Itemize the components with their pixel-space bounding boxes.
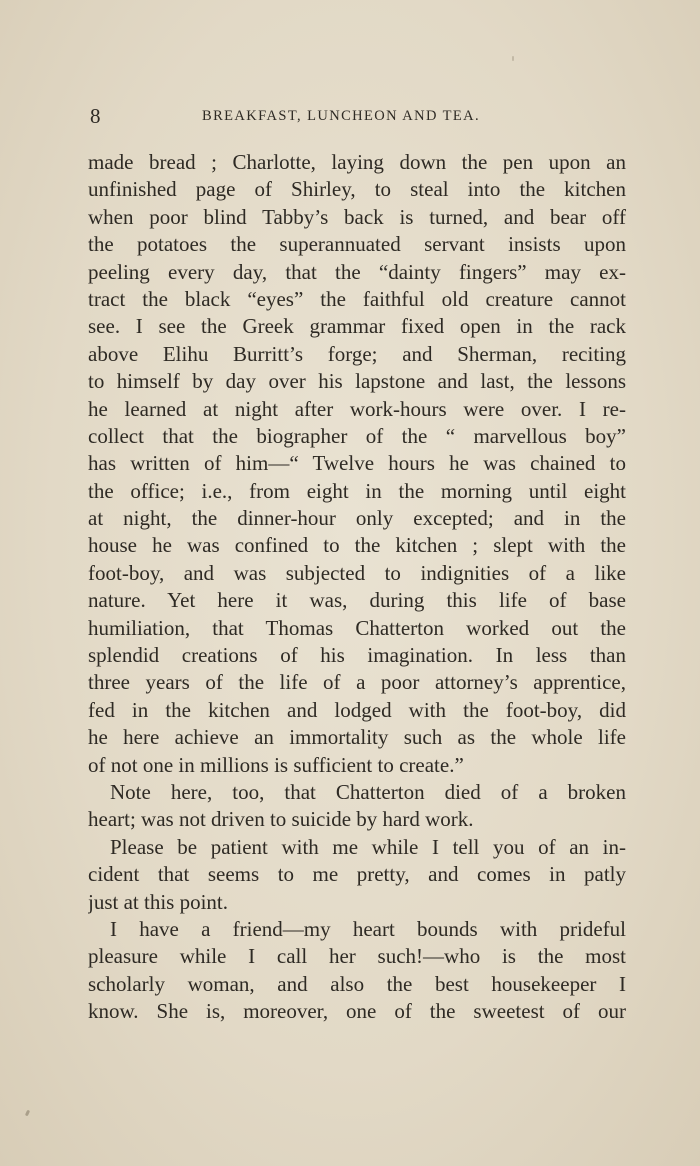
text-line: at night, the dinner-hour only excepted; and in the bbox=[88, 506, 626, 531]
text-line: splendid creations of his imagination. In less than bbox=[88, 643, 626, 668]
running-title: BREAKFAST, LUNCHEON AND TEA. bbox=[202, 108, 481, 124]
text-line: foot-boy, and was subjected to indignities of a like bbox=[88, 560, 626, 585]
text-line: cident that seems to me pretty, and comes in patly bbox=[88, 862, 626, 887]
text-line: collect that the biographer of the “ marvellous boy” bbox=[88, 423, 626, 448]
text-line: heart; was not driven to suicide by hard work. bbox=[88, 807, 474, 832]
text-line: peeling every day, that the “dainty fingers” may ex- bbox=[88, 259, 626, 284]
text-line: see. I see the Greek grammar fixed open in the rack bbox=[88, 314, 626, 339]
text-line: when poor blind Tabby’s back is turned, and bear off bbox=[88, 204, 626, 229]
text-line: know. She is, moreover, one of the sweetest of our bbox=[88, 999, 626, 1024]
text-line: pleasure while I call her such!—who is the most bbox=[88, 944, 626, 969]
text-line: made bread ; Charlotte, laying down the pen upon an bbox=[88, 150, 626, 174]
text-line: humiliation, that Thomas Chatterton worked out the bbox=[88, 615, 626, 640]
text-line: three years of the life of a poor attorney’s apprentice, bbox=[88, 670, 626, 695]
text-line: the potatoes the superannuated servant insists upon bbox=[88, 232, 626, 257]
text-line: he here achieve an immortality such as the whole life bbox=[88, 725, 626, 750]
paragraph-start: Note here, too, that Chatterton died of a broken bbox=[110, 779, 626, 804]
text-line: house he was confined to the kitchen ; slept with the bbox=[88, 533, 626, 558]
running-head bbox=[88, 104, 628, 132]
text-line: tract the black “eyes” the faithful old creature cannot bbox=[88, 286, 626, 311]
text-line: scholarly woman, and also the best housekeeper I bbox=[88, 971, 626, 996]
body-text bbox=[88, 149, 626, 1026]
text-line: has written of him—“ Twelve hours he was chained to bbox=[88, 451, 626, 476]
page-number: 8 bbox=[90, 104, 101, 128]
text-line: above Elihu Burritt’s forge; and Sherman, reciting bbox=[88, 341, 626, 366]
text-line: just at this point. bbox=[88, 889, 229, 914]
paper-speck bbox=[512, 56, 514, 61]
text-line: unfinished page of Shirley, to steal into the kitchen bbox=[88, 177, 626, 202]
text-line: fed in the kitchen and lodged with the foot-boy, did bbox=[88, 697, 626, 722]
text-line: he learned at night after work-hours were over. I re- bbox=[88, 396, 626, 421]
paragraph-start: I have a friend—my heart bounds with prideful bbox=[110, 916, 626, 941]
paper-speck bbox=[25, 1110, 30, 1117]
text-line: the office; i.e., from eight in the morning until eight bbox=[88, 478, 626, 503]
paragraph-start: Please be patient with me while I tell you of an in- bbox=[110, 834, 626, 859]
text-line: to himself by day over his lapstone and last, the lessons bbox=[88, 369, 626, 394]
text-line: of not one in millions is sufficient to create.” bbox=[88, 752, 464, 777]
text-line: nature. Yet here it was, during this life of base bbox=[88, 588, 626, 613]
